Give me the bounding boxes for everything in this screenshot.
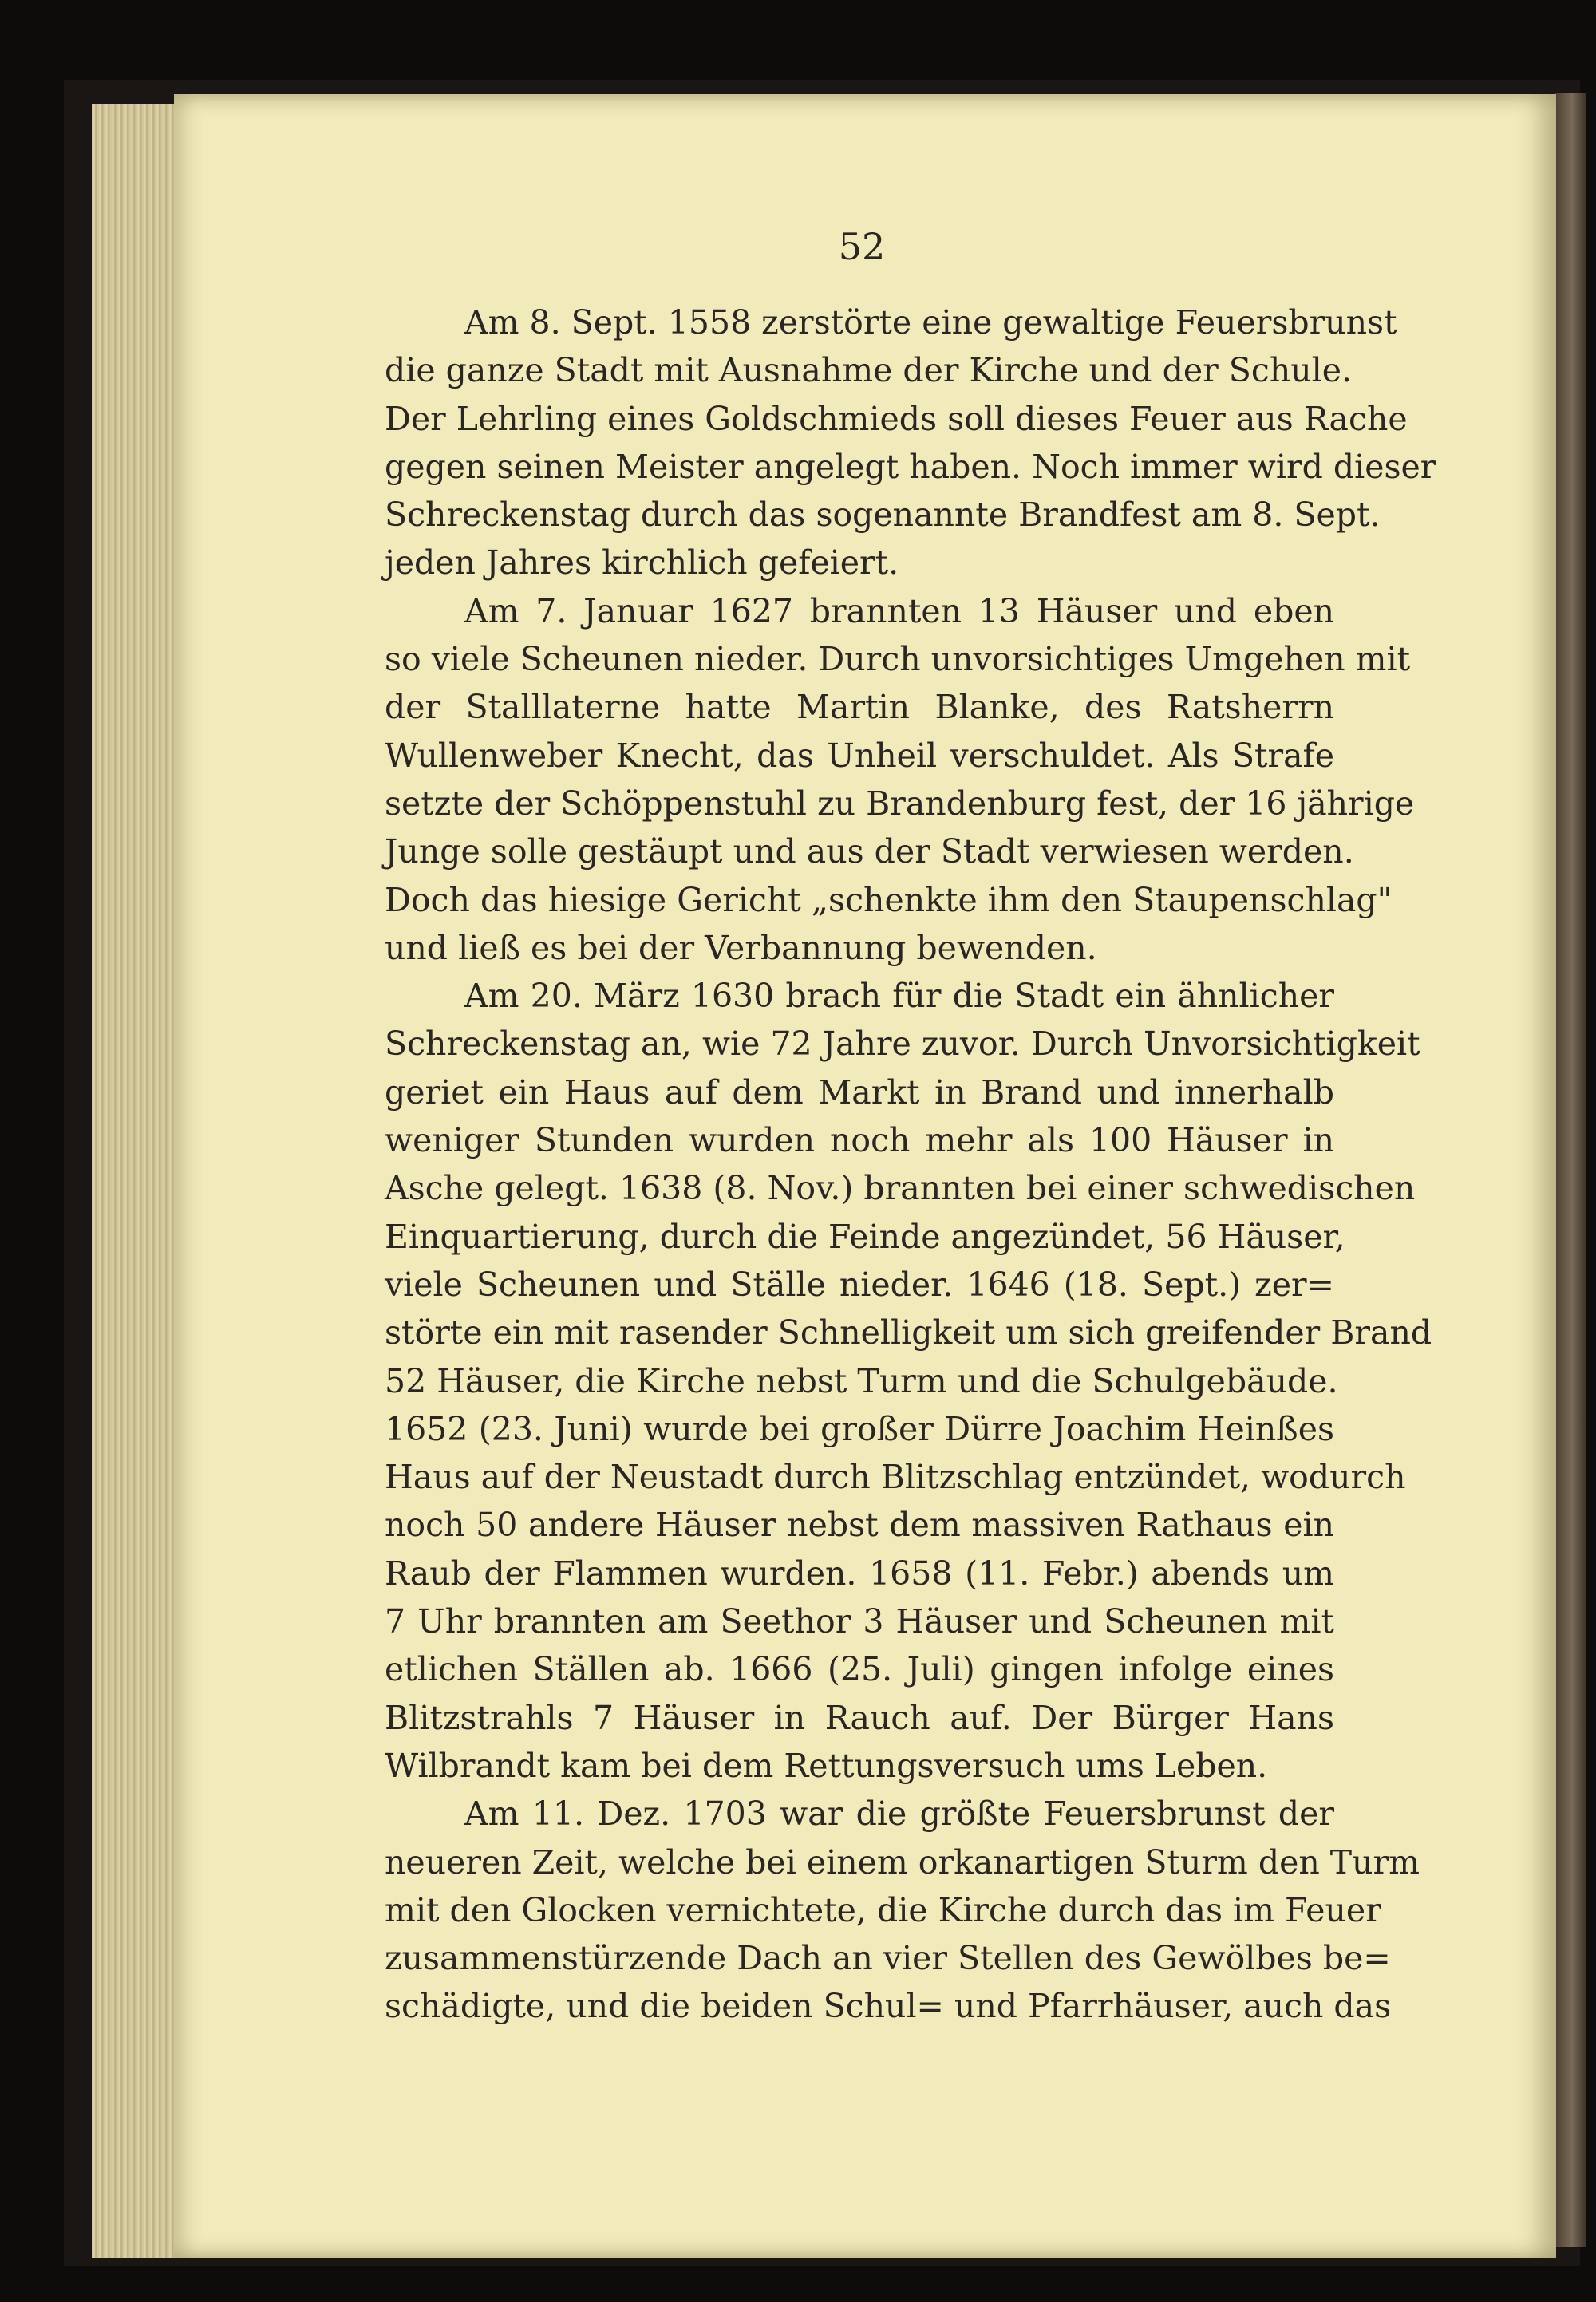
text-line: Am 8. Sept. 1558 zerstörte eine gewaltige Feuersbrunst	[464, 303, 1397, 342]
text-line: Der Lehrling eines Goldschmieds soll dieses Feuer aus Rache	[385, 399, 1408, 438]
text-line: Doch das hiesige Gericht „schenkte ihm den Staupenschlag"	[385, 880, 1393, 919]
text-line: Am 7. Januar 1627 brannten 13 Häuser und eben	[464, 591, 1334, 630]
text-line: Asche gelegt. 1638 (8. Nov.) brannten bei einer schwedischen	[385, 1169, 1416, 1208]
book-spine-edge	[1555, 93, 1586, 2247]
text-line: Wullenweber Knecht, das Unheil verschuldet. Als Strafe	[385, 736, 1334, 775]
text-line: Am 11. Dez. 1703 war die größte Feuersbrunst der	[464, 1795, 1334, 1834]
text-line: gegen seinen Meister angelegt haben. Noch immer wird dieser	[385, 447, 1436, 486]
text-line: Am 20. März 1630 brach für die Stadt ein ähnlicher	[464, 977, 1334, 1016]
text-line: Schreckenstag an, wie 72 Jahre zuvor. Durch Unvorsichtigkeit	[385, 1025, 1420, 1064]
text-line: geriet ein Haus auf dem Markt in Brand und innerhalb	[385, 1072, 1334, 1112]
text-line: 7 Uhr brannten am Seethor 3 Häuser und Scheunen mit	[385, 1602, 1334, 1641]
text-line: Wilbrandt kam bei dem Rettungsversuch ums Leben.	[385, 1746, 1268, 1785]
body-text	[385, 298, 1436, 2031]
text-line: Raub der Flammen wurden. 1658 (11. Febr.) abends um	[385, 1554, 1334, 1593]
text-line: Haus auf der Neustadt durch Blitzschlag entzündet, wodurch	[385, 1458, 1406, 1497]
text-line: Einquartierung, durch die Feinde angezündet, 56 Häuser,	[385, 1217, 1345, 1256]
text-line: Schreckenstag durch das sogenannte Brandfest am 8. Sept.	[385, 496, 1381, 535]
text-line: noch 50 andere Häuser nebst dem massiven Rathaus ein	[385, 1506, 1334, 1545]
text-line: setzte der Schöppenstuhl zu Brandenburg fest, der 16 jährige	[385, 784, 1415, 823]
page-stack-edges	[92, 104, 180, 2258]
text-line: viele Scheunen und Ställe nieder. 1646 (18. Sept.) zer=	[385, 1265, 1334, 1304]
text-line: 1652 (23. Juni) wurde bei großer Dürre Joachim Heinßes	[385, 1409, 1334, 1448]
text-line: störte ein mit rasender Schnelligkeit um sich greifender Brand	[385, 1313, 1432, 1352]
text-line: Junge solle gestäupt und aus der Stadt verwiesen werden.	[385, 832, 1354, 871]
text-line: so viele Scheunen nieder. Durch unvorsichtiges Umgehen mit	[385, 640, 1411, 679]
text-line: Blitzstrahls 7 Häuser in Rauch auf. Der Bürger Hans	[385, 1698, 1334, 1737]
text-line: und ließ es bei der Verbannung bewenden.	[385, 928, 1097, 967]
text-line: mit den Glocken vernichtete, die Kirche durch das im Feuer	[385, 1890, 1381, 1929]
text-line: weniger Stunden wurden noch mehr als 100 Häuser in	[385, 1121, 1334, 1160]
text-line: die ganze Stadt mit Ausnahme der Kirche und der Schule.	[385, 351, 1353, 390]
text-line: schädigte, und die beiden Schul= und Pfarrhäuser, auch das	[385, 1987, 1392, 2026]
text-line: jeden Jahres kirchlich gefeiert.	[385, 543, 899, 582]
text-line: etlichen Ställen ab. 1666 (25. Juli) gingen infolge eines	[385, 1650, 1334, 1689]
text-line: 52 Häuser, die Kirche nebst Turm und die Schulgebäude.	[385, 1361, 1338, 1400]
text-line: der Stalllaterne hatte Martin Blanke, des Ratsherrn	[385, 688, 1334, 727]
text-line: zusammenstürzende Dach an vier Stellen des Gewölbes be=	[385, 1939, 1391, 1978]
page-number: 52	[838, 225, 886, 268]
text-line: neueren Zeit, welche bei einem orkanartigen Sturm den Turm	[385, 1842, 1420, 1881]
